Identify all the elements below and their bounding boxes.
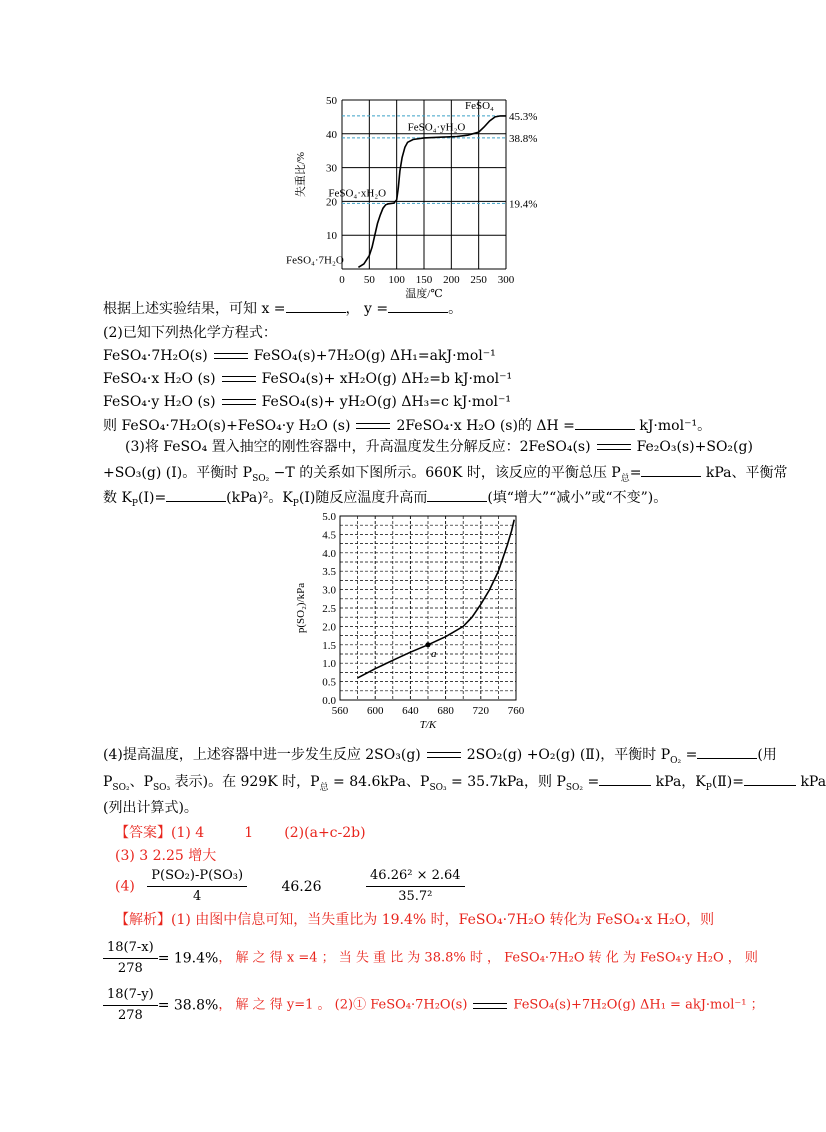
q3-line1-a: (3)将 FeSO₄ 置入抽空的刚性容器中，升高温度发生分解反应：2FeSO₄(s) <box>125 439 591 455</box>
num: 46.26² × 2.64 <box>366 866 465 887</box>
q3-line3-e: (填“增大”“减小”或“不变”)。 <box>487 490 668 506</box>
y-tick-label: 0.5 <box>322 676 336 689</box>
eq2-right: FeSO₄(s)+ xH₂O(g) ΔH₂=b kJ·mol⁻¹ <box>261 371 513 387</box>
sub: P <box>705 782 712 793</box>
y-axis-label: p(SO₂)/kPa <box>295 582 307 634</box>
t: = 35.7kPa，则 P <box>446 774 566 790</box>
eq2-left: FeSO₄·x H₂O (s) <box>103 371 216 387</box>
y-tick-label: 5.0 <box>322 511 336 523</box>
eq3-left: FeSO₄·y H₂O (s) <box>103 394 216 410</box>
expl-3b: FeSO₄(s)+7H₂O(g) ΔH₁ = akJ·mol⁻¹ ； <box>513 997 764 1013</box>
point-a-marker <box>426 642 431 647</box>
answer-blank-trend[interactable] <box>427 487 487 502</box>
equilibrium-arrow-icon <box>214 351 248 361</box>
equation-4 <box>103 415 711 436</box>
answer-blank-kp2[interactable] <box>744 771 796 786</box>
y-tick-label: 1.5 <box>322 639 336 652</box>
q4-line1 <box>103 744 777 771</box>
q1-mid: ， y = <box>345 301 389 317</box>
den: 278 <box>117 961 143 976</box>
equilibrium-arrow-icon <box>473 1001 507 1011</box>
explanation-line-3 <box>103 985 764 1026</box>
t: kPa，K <box>651 774 706 790</box>
x-tick-label: 720 <box>472 705 490 717</box>
answer-blank-kp1[interactable] <box>166 487 226 502</box>
q3-line3-a: 数 K <box>103 490 132 506</box>
q4-line1-a: (4)提高温度，上述容器中进一步发生反应 2SO₃(g) <box>103 747 421 763</box>
t: 、P <box>129 774 153 790</box>
expl-3: ， 解 之 得 y=1 。 (2)① FeSO₄·7H₂O(s) <box>218 997 468 1013</box>
q3-line3-c: (kPa)²。K <box>226 490 293 506</box>
reference-label: 38.8% <box>509 132 538 145</box>
q3-line2-c: = <box>629 465 642 481</box>
sub: SO₂ <box>112 782 130 793</box>
y-tick-label: 3.0 <box>322 584 336 597</box>
answer-blank-dh[interactable] <box>575 415 635 430</box>
equilibrium-arrow-icon <box>356 421 390 431</box>
fraction-pso2-pso3 <box>147 866 247 907</box>
x-tick-label: 200 <box>443 274 460 286</box>
equation-1 <box>103 346 496 366</box>
annotation-label: FeSO₄·xH₂O <box>328 187 387 200</box>
eq1-left: FeSO₄·7H₂O(s) <box>103 348 208 364</box>
y-tick-label: 1.0 <box>322 658 336 671</box>
expl-1: (1) 由图中信息可知，当失重比为 19.4% 时，FeSO₄·7H₂O 转化为 FeSO₄·x H₂O，则 <box>171 912 715 928</box>
q3-line3-b: (Ⅰ)= <box>137 490 167 506</box>
sub: SO₃ <box>429 782 447 793</box>
x-tick-label: 680 <box>437 705 454 717</box>
explanation-line-1 <box>115 910 714 930</box>
den: 35.7² <box>398 889 433 904</box>
x-tick-label: 50 <box>363 274 375 286</box>
y-axis-label: 失重比/% <box>295 151 307 198</box>
answer-blank-ptotal[interactable] <box>641 462 701 477</box>
q3-line1 <box>125 437 753 457</box>
q3-line2-a: +SO₃(g) (Ⅰ)。平衡时 P <box>103 465 253 481</box>
annotation-label: FeSO₄ <box>465 100 494 113</box>
y-tick-label: 2.0 <box>322 621 336 634</box>
sub: P <box>292 498 299 509</box>
answer-blank-y[interactable] <box>388 298 448 313</box>
sub: P <box>131 498 138 509</box>
x-tick-label: 640 <box>402 705 419 717</box>
x-tick-label: 0 <box>339 274 345 286</box>
x-axis-label: 温度/℃ <box>405 288 443 300</box>
q2-title: (2)已知下列热化学方程式： <box>103 325 277 341</box>
sub: 总 <box>620 473 630 484</box>
t: = <box>583 774 600 790</box>
y-tick-label: 4.0 <box>322 547 336 560</box>
num: 18(7-x) <box>103 938 158 959</box>
q3-line2-d: kPa、平衡常 <box>701 465 788 481</box>
x-tick-label: 300 <box>497 274 515 286</box>
answer-line-3 <box>115 866 465 907</box>
fraction-x <box>103 938 158 979</box>
x-tick-label: 560 <box>331 705 349 717</box>
answer-3-label: (4) <box>115 878 135 895</box>
q1-prefix: 根据上述实验结果，可知 x = <box>103 301 286 317</box>
sub: SO₂ <box>565 782 584 793</box>
y-tick-label: 2.5 <box>322 603 336 615</box>
fraction-y <box>103 985 158 1026</box>
eq1-right: FeSO₄(s)+7H₂O(g) ΔH₁=akJ·mol⁻¹ <box>253 348 496 364</box>
equilibrium-arrow-icon <box>222 397 256 407</box>
equilibrium-arrow-icon <box>427 750 461 760</box>
answer-1: (1) 4 1 (2)(a+c-2b) <box>171 825 366 841</box>
t: = 84.6kPa、P <box>328 774 430 790</box>
mass-loss-chart <box>280 92 570 300</box>
x-tick-label: 150 <box>415 274 433 286</box>
point-a-label: a <box>431 647 437 660</box>
eq: = 38.8% <box>157 997 219 1014</box>
equilibrium-arrow-icon <box>597 442 631 452</box>
eq: = 19.4% <box>157 950 219 967</box>
q3-line3-d: (Ⅰ)随反应温度升高而 <box>298 490 428 506</box>
answer-line-2: (3) 3 2.25 增大 <box>115 848 217 864</box>
reference-label: 19.4% <box>509 198 538 211</box>
sub: SO₃ <box>153 782 171 793</box>
y-tick-label: 3.5 <box>322 566 336 579</box>
x-tick-label: 100 <box>388 274 405 286</box>
q3-line2-b: −T 的关系如下图所示。660K 时，该反应的平衡总压 P <box>269 465 621 481</box>
eq3-right: FeSO₄(s)+ yH₂O(g) ΔH₃=c kJ·mol⁻¹ <box>261 394 512 410</box>
t: (Ⅱ)= <box>711 774 744 790</box>
x-tick-label: 600 <box>366 705 384 717</box>
answer-line-1 <box>115 823 366 843</box>
y-tick-label: 20 <box>326 196 337 209</box>
eq4-left: 则 FeSO₄·7H₂O(s)+FeSO₄·y H₂O (s) <box>103 418 351 434</box>
y-tick-label: 10 <box>326 230 337 243</box>
x-axis-label: T/K <box>419 719 437 731</box>
den: 278 <box>117 1008 143 1023</box>
num: 18(7-y) <box>103 985 158 1006</box>
pso2-temperature-chart <box>290 508 540 736</box>
answer-3-value: 46.26 <box>281 878 322 895</box>
annotation-label: FeSO₄·yH₂O <box>407 121 466 134</box>
x-tick-label: 250 <box>470 274 487 286</box>
q4-line1-d: (用 <box>757 747 777 763</box>
y-tick-label: 30 <box>326 162 337 175</box>
x-tick-label: 760 <box>507 705 525 717</box>
equation-2 <box>103 369 512 389</box>
sub: O₂ <box>670 755 682 766</box>
q3-line1-b: Fe₂O₃(s)+SO₂(g) <box>636 439 753 455</box>
fraction-kp <box>366 866 465 907</box>
answer-blank-x[interactable] <box>286 298 346 313</box>
q3-line2 <box>103 462 788 489</box>
reference-label: 45.3% <box>509 110 538 123</box>
t: 表示)。在 929K 时，P <box>170 774 320 790</box>
q4-line2 <box>103 771 826 798</box>
sub: 总 <box>319 782 329 793</box>
equation-3 <box>103 392 511 412</box>
y-tick-label: 40 <box>326 128 337 141</box>
q4-line3: (列出计算式)。 <box>103 800 198 816</box>
den: 4 <box>193 889 202 904</box>
q1-line <box>103 298 462 319</box>
y-tick-label: 4.5 <box>322 529 336 542</box>
q1-end: 。 <box>448 301 463 317</box>
q4-line1-b: 2SO₂(g) +O₂(g) (Ⅱ)，平衡时 P <box>466 747 671 763</box>
answer-blank-pso2[interactable] <box>599 771 651 786</box>
explanation-label: 【解析】 <box>115 912 171 928</box>
t: kPa <box>796 774 826 790</box>
y-tick-label: 0.0 <box>322 695 336 707</box>
eq4-unit: kJ·mol⁻¹。 <box>634 418 712 434</box>
num: P(SO₂)-P(SO₃) <box>147 866 247 887</box>
expl-2: ， 解 之 得 x =4 ； 当 失 重 比 为 38.8% 时 ， FeSO₄·7H₂O 转 化 为 FeSO₄·y H₂O ， 则 <box>218 950 758 966</box>
equilibrium-arrow-icon <box>222 374 256 384</box>
answer-label: 【答案】 <box>115 825 171 841</box>
q4-line1-c: = <box>681 747 698 763</box>
sub: SO₂ <box>252 473 270 484</box>
eq4-right: 2FeSO₄·x H₂O (s)的 ΔH = <box>396 418 575 434</box>
answer-blank-po2[interactable] <box>697 744 757 759</box>
explanation-line-2 <box>103 938 758 979</box>
y-tick-label: 50 <box>326 95 337 107</box>
t: P <box>103 774 113 790</box>
annotation-label: FeSO₄·7H₂O <box>286 254 344 267</box>
